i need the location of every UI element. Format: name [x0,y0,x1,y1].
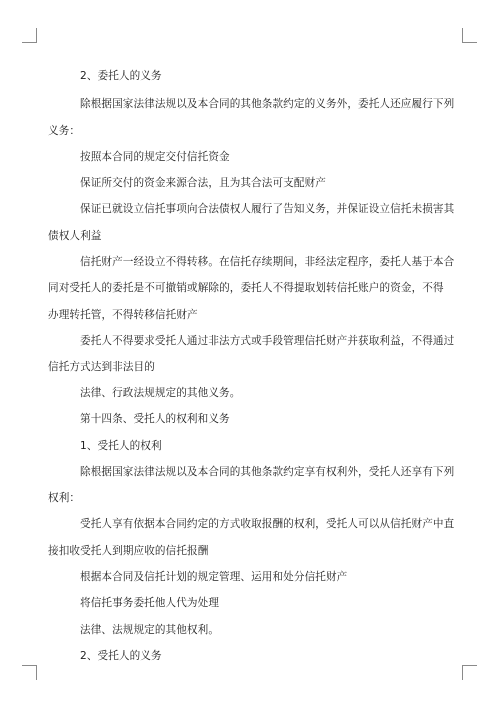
list-item-continuation: 信托方式达到非法目的 [48,361,155,373]
list-item: 将信托事务委托他人代为处理 [80,597,220,609]
list-item: 按照本合同的规定交付信托资金 [80,151,230,163]
list-item: 根据本合同及信托计划的规定管理、运用和处分信托财产 [80,571,348,583]
section-heading-settlor-obligations: 2、委托人的义务 [80,70,162,82]
list-item: 法律、行政法规规定的其他义务。 [80,387,241,399]
crop-mark-top-right [462,28,477,43]
list-item: 信托财产一经设立不得转移。在信托存续期间，非经法定程序，委托人基于本合 [80,256,455,268]
list-item: 法律、法规规定的其他权利。 [80,624,220,636]
crop-mark-top-left [22,28,37,43]
list-item-continuation: 同对受托人的委托是不可撤销或解除的，委托人不得提取划转信托账户的资金，不得 [48,282,444,294]
crop-mark-bottom-right [462,665,477,680]
section-heading-trustee-obligations: 2、受托人的义务 [80,650,162,662]
list-item: 保证已就设立信托事项向合法债权人履行了告知义务，并保证设立信托未损害其 [80,203,455,215]
list-item: 受托人享有依据本合同约定的方式收取报酬的权利，受托人可以从信托财产中直 [80,518,455,530]
list-item: 委托人不得要求受托人通过非法方式或手段管理信托财产并获取利益，不得通过 [80,335,455,347]
paragraph-line: 除根据国家法律法规以及本合同的其他条款约定享有权利外，受托人还享有下列 [80,466,455,478]
list-item-continuation: 债权人利益 [48,230,102,242]
list-item-continuation: 接扣收受托人到期应收的信托报酬 [48,545,209,557]
paragraph-line: 义务： [48,125,81,137]
paragraph-line: 权利： [48,492,81,504]
article-heading: 第十四条、受托人的权利和义务 [80,413,230,425]
list-item: 保证所交付的资金来源合法，且为其合法可支配财产 [80,177,326,189]
section-heading-trustee-rights: 1、受托人的权利 [80,440,162,452]
paragraph-line: 除根据国家法律法规以及本合同的其他条款约定的义务外，委托人还应履行下列 [80,98,455,110]
crop-mark-bottom-left [22,665,37,680]
list-item-continuation: 办理转托管，不得转移信托财产 [48,309,198,321]
